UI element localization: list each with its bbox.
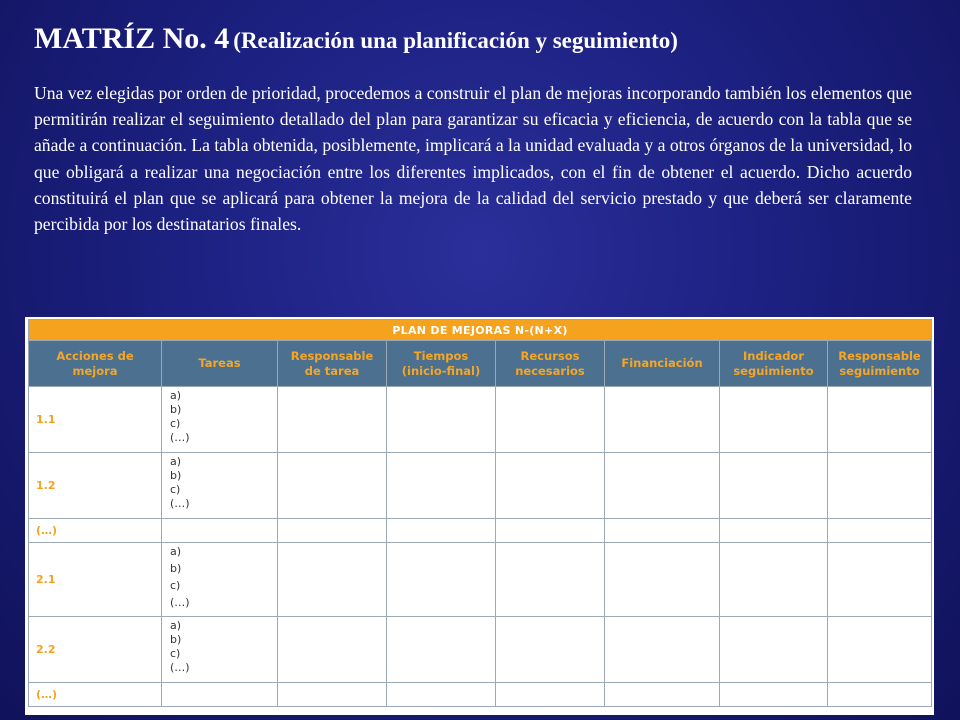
title-subtitle: (Realización una planificación y seguimiento) <box>233 28 678 53</box>
plan-table-container <box>25 317 934 715</box>
task-list: a) b) c) (…) <box>162 453 278 519</box>
row-id: 1.1 <box>29 387 162 453</box>
intro-paragraph: Una vez elegidas por orden de prioridad, procedemos a construir el plan de mejoras incorporando también los elementos que permitirán realizar el seguimiento detallado del plan para garantizar su eficacia y eficiencia, de acuerdo con la tabla que se añade a continuación. La tabla obtenida, posiblemente, implicará a la unidad evaluada y a otros órganos de la universidad, lo que obligará a realizar una negociación entre los diferentes implicados, con el fin de obtener el acuerdo. Dicho acuerdo constituirá el plan que se aplicará para obtener la mejora de la calidad del servicio prestado y que deberá ser claramente percibida por los destinatarios finales. <box>34 83 912 235</box>
slide-title <box>34 22 934 56</box>
col-financiacion: Financiación <box>605 341 720 387</box>
task-list: a) b) c) (…) <box>162 543 278 617</box>
table-row <box>29 683 932 707</box>
plan-header: PLAN DE MEJORAS N-(N+X) <box>29 320 932 341</box>
col-indicador-seguimiento: Indicador seguimiento <box>720 341 828 387</box>
col-tareas: Tareas <box>162 341 278 387</box>
col-responsable-de-tarea: Responsable de tarea <box>278 341 387 387</box>
row-id: (…) <box>29 519 162 543</box>
column-header-row <box>29 341 932 387</box>
row-id: 2.1 <box>29 543 162 617</box>
table-row <box>29 387 932 453</box>
task-list: a) b) c) (…) <box>162 387 278 453</box>
title-main: MATRÍZ No. 4 <box>34 22 230 55</box>
col-responsable-seguimiento: Responsable seguimiento <box>828 341 932 387</box>
row-id: 1.2 <box>29 453 162 519</box>
col-recursos-necesarios: Recursos necesarios <box>496 341 605 387</box>
table-row <box>29 617 932 683</box>
col-tiempos: Tiempos (inicio-final) <box>387 341 496 387</box>
task-list: a) b) c) (…) <box>162 617 278 683</box>
table-row <box>29 543 932 617</box>
row-id: (…) <box>29 683 162 707</box>
table-row <box>29 519 932 543</box>
row-id: 2.2 <box>29 617 162 683</box>
table-row <box>29 453 932 519</box>
plan-de-mejoras-table <box>28 319 932 707</box>
col-acciones-de-mejora: Acciones de mejora <box>29 341 162 387</box>
